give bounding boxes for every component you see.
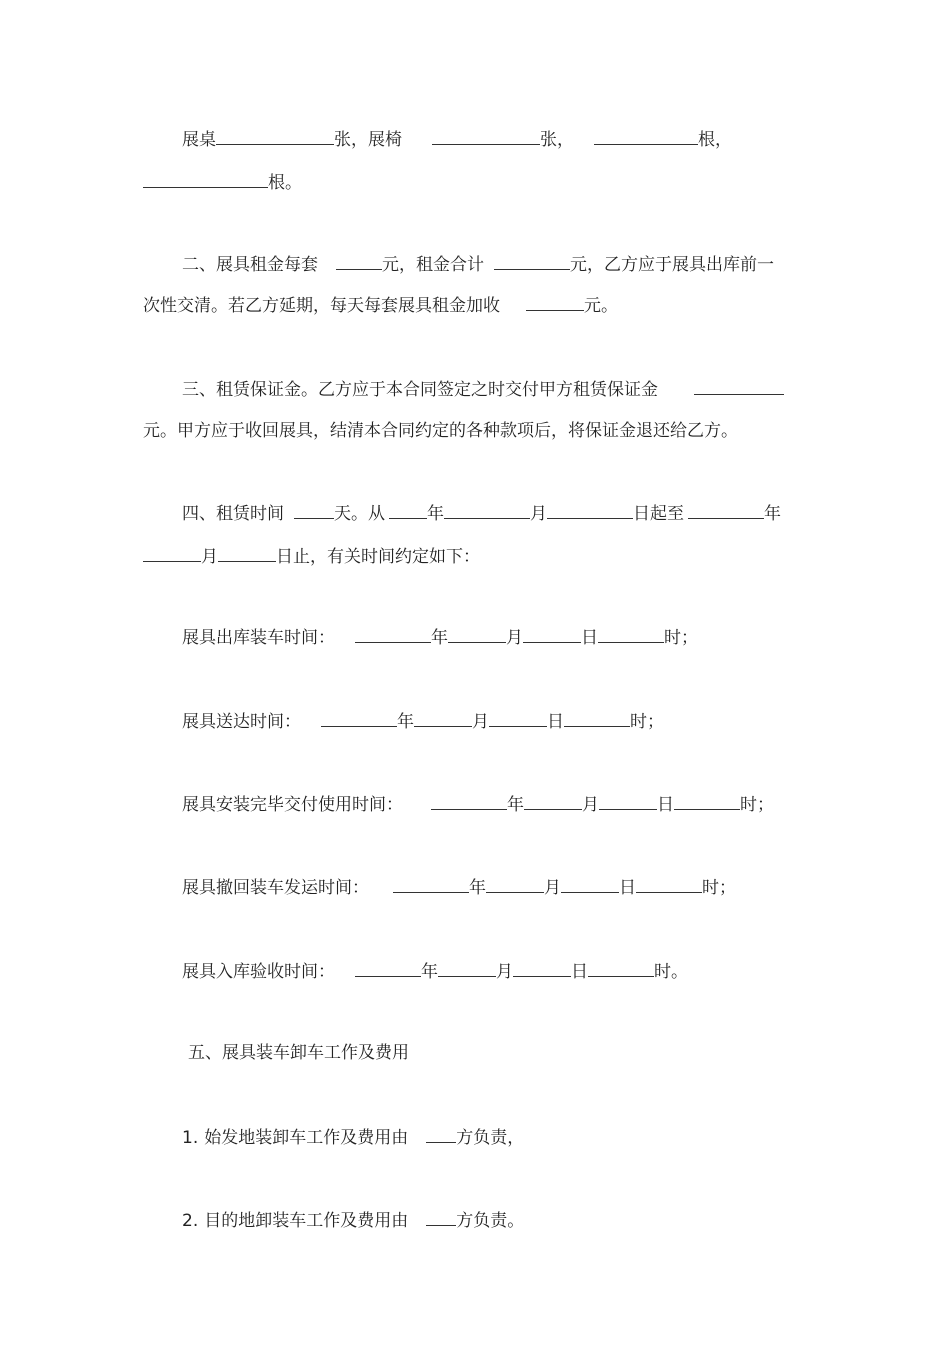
item-number: 2. <box>182 1211 199 1231</box>
furniture-line-1 <box>182 128 732 150</box>
party-field[interactable] <box>426 1126 456 1143</box>
schedule-label: 展具送达时间： <box>182 712 301 732</box>
text: 日起至 <box>633 504 684 524</box>
unit-year: 年 <box>469 878 486 898</box>
hour-field[interactable] <box>564 710 630 727</box>
year-field[interactable] <box>355 626 431 643</box>
month-field[interactable] <box>414 710 472 727</box>
year-field[interactable] <box>431 793 507 810</box>
text: 展桌 <box>182 130 216 150</box>
blank-field[interactable] <box>594 128 698 145</box>
clause5-item-1 <box>182 1126 524 1148</box>
text: 二、展具租金每套 <box>182 255 318 275</box>
end-day-field[interactable] <box>218 545 276 562</box>
late-fee-field[interactable] <box>526 294 584 311</box>
text: 天。从 <box>334 504 385 524</box>
start-year-field[interactable] <box>389 502 427 519</box>
text: 日止，有关时间约定如下： <box>276 547 480 567</box>
clause5-heading <box>188 1042 409 1064</box>
day-field[interactable] <box>489 710 547 727</box>
unit-hour: 时； <box>664 628 698 648</box>
month-field[interactable] <box>448 626 506 643</box>
text: 元，租金合计 <box>382 255 484 275</box>
schedule-withdraw <box>182 876 736 898</box>
text: 月 <box>530 504 547 524</box>
schedule-return <box>182 960 688 982</box>
blank-field[interactable] <box>432 128 540 145</box>
text: 张，展椅 <box>334 130 402 150</box>
end-year-field[interactable] <box>688 502 764 519</box>
unit-year: 年 <box>507 795 524 815</box>
unit-hour: 时； <box>740 795 774 815</box>
party-field[interactable] <box>426 1209 456 1226</box>
year-field[interactable] <box>393 876 469 893</box>
text: 三、租赁保证金。乙方应于本合同签定之时交付甲方租赁保证金 <box>182 380 658 400</box>
text: 年 <box>427 504 444 524</box>
unit-month: 月 <box>506 628 523 648</box>
unit-month: 月 <box>544 878 561 898</box>
text: 张， <box>540 130 574 150</box>
schedule-label: 展具撤回装车发运时间： <box>182 878 369 898</box>
start-month-field[interactable] <box>444 502 530 519</box>
hour-field[interactable] <box>636 876 702 893</box>
unit-hour: 时； <box>702 878 736 898</box>
day-field[interactable] <box>561 876 619 893</box>
month-field[interactable] <box>524 793 582 810</box>
lease-days-field[interactable] <box>294 502 334 519</box>
unit-month: 月 <box>472 712 489 732</box>
schedule-label: 展具出库装车时间： <box>182 628 335 648</box>
item-text: 目的地卸装车工作及费用由 <box>204 1211 409 1231</box>
hour-field[interactable] <box>674 793 740 810</box>
unit-hour: 时。 <box>654 962 688 982</box>
clause3-line-2 <box>143 420 738 442</box>
unit-year: 年 <box>397 712 414 732</box>
unit-hour: 时； <box>630 712 664 732</box>
section-heading: 五、展具装车卸车工作及费用 <box>188 1043 409 1063</box>
unit-month: 月 <box>496 962 513 982</box>
unit-year: 年 <box>421 962 438 982</box>
text: 根， <box>698 130 732 150</box>
month-field[interactable] <box>438 960 496 977</box>
furniture-line-2 <box>143 171 302 193</box>
blank-field[interactable] <box>143 171 268 188</box>
text: 月 <box>201 547 218 567</box>
clause2-line-1 <box>182 253 774 275</box>
text: 四、租赁时间 <box>182 504 284 524</box>
day-field[interactable] <box>513 960 571 977</box>
month-field[interactable] <box>486 876 544 893</box>
schedule-install <box>182 793 774 815</box>
text: 元。甲方应于收回展具，结清本合同约定的各种款项后，将保证金退还给乙方。 <box>143 421 738 441</box>
schedule-delivery <box>182 710 664 732</box>
unit-day: 日 <box>657 795 674 815</box>
day-field[interactable] <box>599 793 657 810</box>
schedule-label: 展具安装完毕交付使用时间： <box>182 795 403 815</box>
clause4-line-2 <box>143 545 480 567</box>
start-day-field[interactable] <box>547 502 633 519</box>
text: 年 <box>764 504 781 524</box>
unit-day: 日 <box>547 712 564 732</box>
blank-field[interactable] <box>216 128 334 145</box>
schedule-outbound <box>182 626 698 648</box>
day-field[interactable] <box>523 626 581 643</box>
unit-day: 日 <box>581 628 598 648</box>
unit-day: 日 <box>619 878 636 898</box>
hour-field[interactable] <box>598 626 664 643</box>
item-tail: 方负责。 <box>456 1211 525 1231</box>
text: 元。 <box>584 296 618 316</box>
clause2-line-2 <box>143 294 618 316</box>
text: 次性交清。若乙方延期，每天每套展具租金加收 <box>143 296 500 316</box>
clause3-line-1 <box>182 378 784 400</box>
item-tail: 方负责， <box>456 1128 525 1148</box>
year-field[interactable] <box>355 960 421 977</box>
schedule-label: 展具入库验收时间： <box>182 962 335 982</box>
year-field[interactable] <box>321 710 397 727</box>
rent-per-set-field[interactable] <box>336 253 382 270</box>
hour-field[interactable] <box>588 960 654 977</box>
deposit-field[interactable] <box>694 378 784 395</box>
clause4-line-1 <box>182 502 781 524</box>
text: 元，乙方应于展具出库前一 <box>570 255 774 275</box>
rent-total-field[interactable] <box>494 253 570 270</box>
text: 根。 <box>268 173 302 193</box>
unit-year: 年 <box>431 628 448 648</box>
end-month-field[interactable] <box>143 545 201 562</box>
unit-month: 月 <box>582 795 599 815</box>
item-text: 始发地装卸车工作及费用由 <box>204 1128 409 1148</box>
item-number: 1. <box>182 1128 199 1148</box>
clause5-item-2 <box>182 1209 524 1231</box>
unit-day: 日 <box>571 962 588 982</box>
